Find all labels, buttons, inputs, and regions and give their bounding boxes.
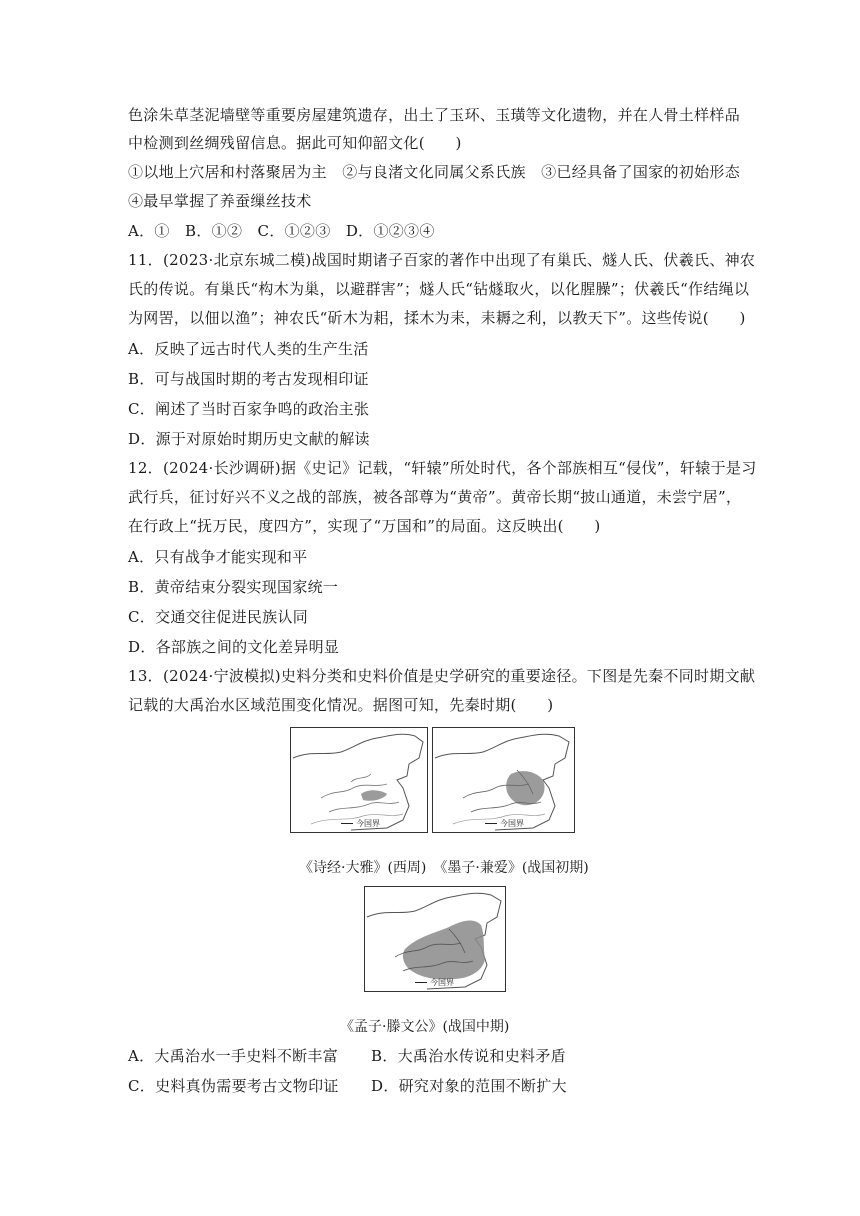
text-line: 为网罟，以佃以渔”；神农氏“斫木为耜，揉木为耒，耒耨之利，以教天下”。这些传说( ) [128, 309, 746, 327]
map-caption-bottom: 《孟子·滕文公》(战国中期) [340, 1019, 510, 1035]
border-line-icon [485, 823, 497, 824]
option-a: A．反映了远古时代人类的生产生活 [128, 340, 369, 358]
option-c: C．交通交往促进民族认同 [128, 608, 309, 626]
text-line: 色涂朱草茎泥墙壁等重要房屋建筑遗存，出土了玉环、玉璜等文化遗物，并在人骨土样样品 [128, 106, 741, 124]
map-mengzi-tengwengong [364, 886, 506, 992]
option-d: D．研究对象的范围不断扩大 [371, 1077, 567, 1095]
option-c: C．阐述了当时百家争鸣的政治主张 [128, 400, 370, 418]
text-line: ①以地上穴居和村落聚居为主 ②与良渚文化同属父系氏族 ③已经具备了国家的初始形态 [128, 163, 741, 181]
text-line: 氏的传说。有巢氏“构木为巢，以避群害”；燧人氏“钻燧取火，以化腥臊”；伏羲氏“作结绳以 [128, 280, 750, 298]
text-line: ④最早掌握了养蚕缫丝技术 [128, 192, 312, 210]
option-c: C．史料真伪需要考古文物印证 [128, 1077, 339, 1095]
question-13-stem: 13．(2024·宁波模拟)史料分类和史料价值是史学研究的重要途径。下图是先秦不同时期文献 [128, 667, 756, 685]
option-a: A．只有战争才能实现和平 [128, 548, 308, 566]
border-line-icon [341, 823, 353, 824]
question-12-stem: 12．(2024·长沙调研)据《史记》记载，“轩辕”所处时代，各个部族相互“侵伐”，轩辕于是习 [128, 459, 757, 477]
map-legend [485, 818, 524, 829]
text-line: 记载的大禹治水区域范围变化情况。据图可知，先秦时期( ) [128, 696, 554, 714]
option-b: B．可与战国时期的考古发现相印证 [128, 370, 369, 388]
map-legend [415, 977, 454, 988]
answer-options-q10: A．① B．①② C．①②③ D．①②③④ [128, 222, 435, 240]
map-caption-top: 《诗经·大雅》(西周) 《墨子·兼爱》(战国初期) [299, 860, 589, 876]
legend-label: 今国界 [430, 978, 454, 987]
legend-label: 今国界 [500, 819, 524, 828]
border-line-icon [415, 982, 427, 983]
text-line: 中检测到丝绸残留信息。据此可知仰韶文化( ) [128, 134, 462, 152]
option-d: D．源于对原始时期历史文献的解读 [128, 430, 370, 448]
option-b: B．黄帝结束分裂实现国家统一 [128, 578, 339, 596]
map-legend [341, 818, 380, 829]
text-line: 武行兵，征讨好兴不义之战的部族，被各部尊为“黄帝”。黄帝长期“披山通道，未尝宁居”， [128, 488, 742, 506]
option-a: A．大禹治水一手史料不断丰富 [128, 1047, 339, 1065]
map-shijing-daya [290, 727, 428, 833]
legend-label: 今国界 [356, 819, 380, 828]
map-mozi-jianai [432, 727, 575, 833]
text-line: 在行政上“抚万民，度四方”，实现了“万国和”的局面。这反映出( ) [128, 517, 601, 535]
option-d: D．各部族之间的文化差异明显 [128, 638, 340, 656]
question-11-stem: 11．(2023·北京东城二模)战国时期诸子百家的著作中出现了有巢氏、燧人氏、伏羲氏、神农 [128, 251, 756, 269]
option-b: B．大禹治水传说和史料矛盾 [371, 1047, 566, 1065]
